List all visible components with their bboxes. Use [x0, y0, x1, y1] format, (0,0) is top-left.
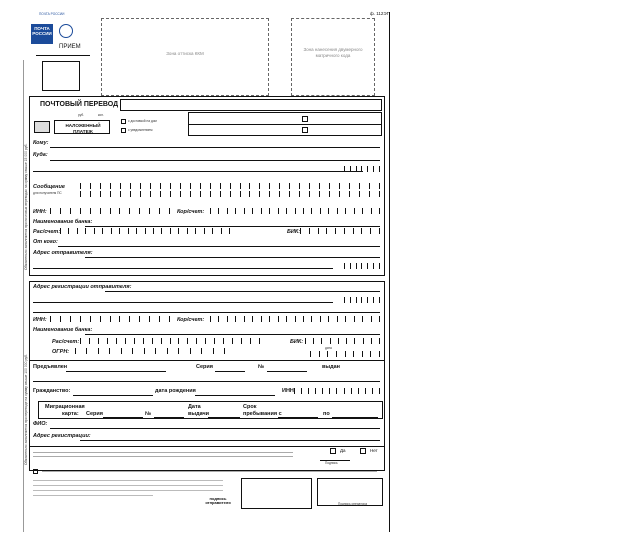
inn2-label: ИНН:	[33, 317, 47, 323]
to-line[interactable]	[332, 417, 378, 418]
footer-checkbox[interactable]	[33, 469, 38, 474]
number-label: №	[258, 364, 265, 370]
logo-block	[31, 12, 75, 42]
yes-label: Да	[340, 448, 346, 453]
sender-address-line[interactable]	[85, 257, 380, 258]
form-code: ф. 112ЭП	[370, 11, 390, 16]
cod-label-box	[54, 120, 110, 134]
inn-label: ИНН:	[33, 209, 47, 215]
registration-address-line[interactable]	[105, 291, 380, 292]
reg-address-label: Адрес регистрации:	[33, 433, 91, 439]
sender-signature-label: подпись отправителя	[205, 496, 231, 505]
logo-text: ПОЧТА РОССИИ	[32, 26, 52, 36]
registration-line-3[interactable]	[33, 312, 380, 313]
sender-address-line-2[interactable]	[33, 268, 333, 269]
yes-checkbox[interactable]	[330, 448, 336, 454]
bank-name2-label: Наименование банка:	[33, 327, 93, 333]
divider-doc	[30, 360, 384, 361]
message-sub-label: для получателя ПС	[33, 191, 62, 195]
footer-text-line-3	[33, 485, 223, 486]
birth-date-line[interactable]	[195, 395, 275, 396]
ras-schet2-label: Рас/счет:	[52, 339, 80, 345]
kor-schet-cells[interactable]	[210, 208, 380, 214]
rub-label: руб.	[78, 113, 85, 117]
option-checkbox-1[interactable]	[302, 116, 308, 122]
ogrn-label: ОГРН:	[52, 349, 70, 355]
bank-name2-line[interactable]	[85, 334, 380, 335]
ras-schet-cells[interactable]	[60, 228, 230, 234]
inn2-cells[interactable]	[50, 316, 170, 322]
cod-checkbox[interactable]	[34, 121, 50, 133]
number2-line[interactable]	[154, 417, 184, 418]
registration-index-cells[interactable]	[344, 297, 380, 303]
ogrn-cells[interactable]	[75, 348, 225, 354]
citizenship-line[interactable]	[73, 395, 153, 396]
bik-label: БИК:	[287, 229, 301, 235]
eagle-icon	[59, 24, 73, 38]
presented-line[interactable]	[66, 371, 166, 372]
series2-label: Серия	[86, 411, 103, 417]
no-label: Нет	[370, 448, 378, 453]
kuda-line[interactable]	[50, 160, 380, 161]
reg-address-line[interactable]	[80, 440, 380, 441]
options-divider	[188, 124, 382, 125]
komu-label: Кому:	[33, 140, 49, 146]
consent-text-line	[33, 452, 293, 453]
notification-label: с уведомлением	[128, 128, 153, 132]
ras-schet2-cells[interactable]	[80, 338, 260, 344]
zone-kkm-text: Зона оттиска ККМ	[166, 51, 204, 56]
inn3-label: ИНН	[282, 388, 294, 394]
zone-barcode	[291, 18, 375, 96]
logo-icon	[31, 24, 53, 44]
kuda-index-cells[interactable]	[344, 166, 380, 172]
series2-line[interactable]	[103, 417, 143, 418]
birth-date-label: дата рождения	[155, 388, 196, 394]
sender-signature-box[interactable]	[241, 478, 312, 509]
registration-address-line-2[interactable]	[33, 302, 333, 303]
bank-name-label: Наименование банка:	[33, 219, 93, 225]
issue-label: выдачи	[188, 411, 210, 417]
card-label: карта:	[62, 411, 79, 417]
brand-small: ПОЧТА РОССИИ	[39, 12, 65, 16]
footer-text-line-4	[33, 490, 223, 491]
migration-label: Миграционная	[45, 404, 85, 410]
operator-signature-label: Подпись оператора	[338, 502, 367, 506]
lower-section	[29, 281, 385, 471]
bik2-label: БИК:	[290, 339, 304, 345]
stamp-box	[42, 61, 80, 91]
footer-text-line	[42, 471, 377, 472]
issue-line[interactable]	[208, 417, 240, 418]
divider-consent	[30, 446, 384, 447]
ras-schet-label: Рас/счет:	[33, 229, 61, 235]
notification-checkbox[interactable]	[121, 128, 126, 133]
issued-label: выдан	[322, 364, 340, 370]
sender-index-cells[interactable]	[344, 263, 380, 269]
term-label: Срок	[243, 404, 257, 410]
komu-line[interactable]	[50, 147, 380, 148]
kuda-line-2[interactable]	[33, 171, 363, 172]
no-checkbox[interactable]	[360, 448, 366, 454]
message-cells-row2[interactable]	[80, 191, 380, 197]
stay-from-line[interactable]	[278, 417, 318, 418]
to-label: по	[323, 411, 330, 417]
date2-label: Дата	[188, 404, 201, 410]
kor-schet2-label: Кор/счет:	[177, 317, 205, 323]
zone-kkm	[101, 18, 269, 96]
priem-line	[36, 55, 90, 56]
stay-from-label: пребывания с	[243, 411, 282, 417]
right-border	[389, 12, 390, 532]
citizenship-label: Гражданство:	[33, 388, 71, 394]
inn3-cells[interactable]	[294, 388, 380, 394]
footer-text-line-2	[33, 480, 223, 481]
postal-transfer-title: ПОЧТОВЫЙ ПЕРЕВОД	[40, 101, 119, 108]
ogrn-date-label: дата	[325, 346, 332, 350]
home-delivery-label: с доставкой на дом	[128, 119, 157, 123]
bank-name-line[interactable]	[85, 226, 380, 227]
signature-label: Подпись	[325, 461, 338, 465]
kor-schet-label: Кор/счет:	[177, 209, 205, 215]
consent-text-line-2	[33, 456, 293, 457]
side-label-lower: Обязательно заполняется при переводе на сумму свыше 100 000 руб.	[24, 354, 28, 465]
inn-cells[interactable]	[50, 208, 170, 214]
fio-line[interactable]	[50, 428, 380, 429]
presented-label: Предъявлен	[33, 364, 68, 370]
issued-line-2[interactable]	[33, 381, 380, 382]
cod-label: НАЛОЖЕННЫЙ ПЛАТЕЖ	[65, 123, 101, 134]
side-label-upper: Обязательно заполняется при почтовых переводах на сумму свыше 15 000 руб.	[24, 143, 28, 270]
series-label: Серия	[196, 364, 213, 370]
number-line[interactable]	[267, 371, 307, 372]
number2-label: №	[145, 411, 152, 417]
ot-kogo-label: От кого:	[33, 239, 58, 245]
footer-text-line-5	[33, 495, 153, 496]
message-cells-row1[interactable]	[80, 183, 380, 189]
option-checkbox-2[interactable]	[302, 127, 308, 133]
kor-schet2-cells[interactable]	[210, 316, 380, 322]
registration-address-label: Адрес регистрации отправителя:	[33, 284, 132, 290]
message-label: Сообщение	[33, 184, 65, 190]
kop-label: коп.	[98, 113, 104, 117]
home-delivery-checkbox[interactable]	[121, 119, 126, 124]
series-line[interactable]	[215, 371, 245, 372]
amount-words-box[interactable]	[120, 99, 382, 111]
priem-label: ПРИЕМ	[59, 44, 81, 50]
ot-kogo-line[interactable]	[58, 246, 380, 247]
sender-address-label: Адрес отправителя:	[33, 250, 93, 256]
fio-label: ФИО:	[33, 421, 48, 427]
kuda-label: Куда:	[33, 152, 48, 158]
ogrn-date-cells[interactable]	[310, 351, 380, 357]
bik-cells[interactable]	[300, 228, 380, 234]
zone-barcode-text: Зона нанесения двумерного матричного кода	[303, 47, 363, 58]
bik2-cells[interactable]	[305, 338, 380, 344]
